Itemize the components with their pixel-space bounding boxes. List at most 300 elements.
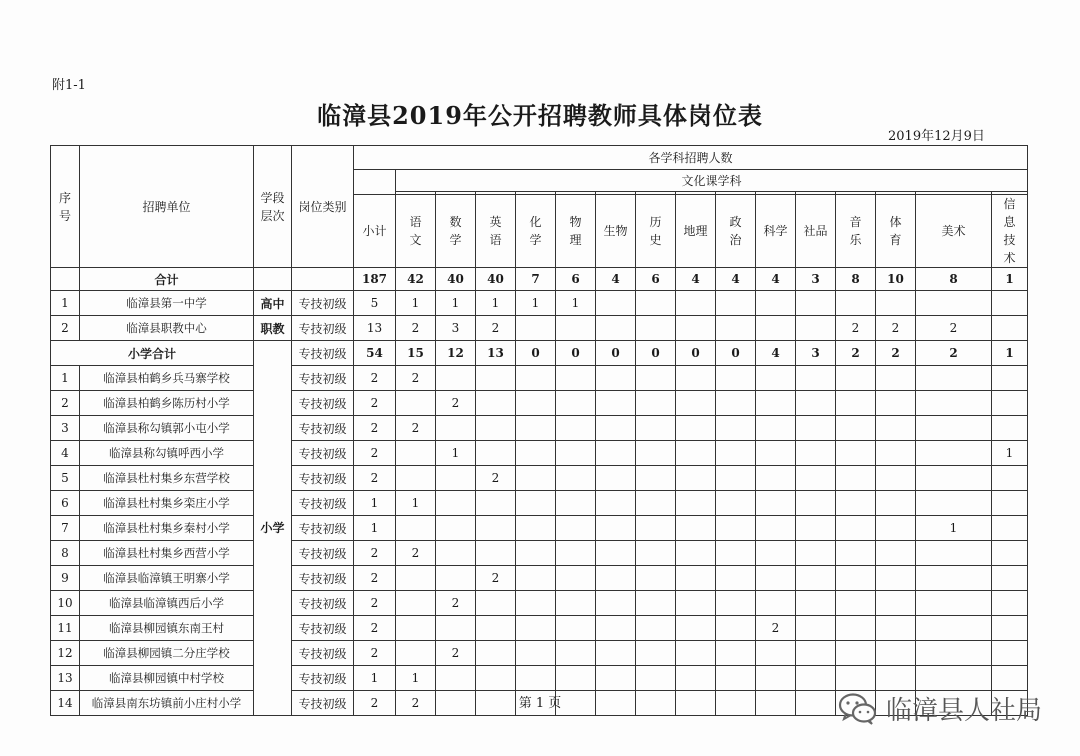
value-cell — [916, 441, 992, 466]
header-subject: 社品 — [796, 195, 836, 268]
value-cell — [876, 516, 916, 541]
value-cell — [756, 541, 796, 566]
table-row — [51, 666, 1028, 691]
unit-cell: 临漳县临漳镇王明寨小学 — [80, 566, 254, 591]
value-cell — [716, 616, 756, 641]
post-cell: 专技初级 — [292, 691, 354, 716]
value-cell — [756, 566, 796, 591]
value-cell — [436, 566, 476, 591]
value-cell — [596, 566, 636, 591]
value-cell — [756, 666, 796, 691]
unit-cell: 临漳县称勾镇呼西小学 — [80, 441, 254, 466]
value-cell — [756, 516, 796, 541]
unit-cell: 临漳县柏鹤乡兵马寨学校 — [80, 366, 254, 391]
value-cell — [476, 441, 516, 466]
unit-cell: 临漳县临漳镇西后小学 — [80, 591, 254, 616]
value-cell — [756, 391, 796, 416]
value-cell — [796, 466, 836, 491]
value-cell — [596, 316, 636, 341]
value-cell — [916, 616, 992, 641]
value-cell — [796, 366, 836, 391]
value-cell — [516, 641, 556, 666]
seq-cell: 7 — [51, 516, 80, 541]
post-cell: 专技初级 — [292, 341, 354, 366]
value-cell: 4 — [676, 268, 716, 291]
table-row — [51, 366, 1028, 391]
value-cell — [992, 391, 1028, 416]
total-label: 合计 — [80, 268, 254, 291]
value-cell — [516, 516, 556, 541]
value-cell — [796, 666, 836, 691]
table-row — [51, 466, 1028, 491]
unit-cell: 临漳县职教中心 — [80, 316, 254, 341]
value-cell — [876, 291, 916, 316]
value-cell — [836, 491, 876, 516]
value-cell — [716, 441, 756, 466]
value-cell: 2 — [396, 366, 436, 391]
value-cell: 5 — [354, 291, 396, 316]
value-cell — [836, 416, 876, 441]
value-cell — [596, 416, 636, 441]
seq-cell: 12 — [51, 641, 80, 666]
value-cell — [796, 541, 836, 566]
value-cell — [716, 316, 756, 341]
value-cell — [836, 616, 876, 641]
unit-cell: 临漳县称勾镇郭小屯小学 — [80, 416, 254, 441]
value-cell — [676, 366, 716, 391]
value-cell: 0 — [556, 341, 596, 366]
value-cell — [916, 466, 992, 491]
value-cell: 1 — [992, 268, 1028, 291]
table-row — [51, 441, 1028, 466]
seq-cell: 11 — [51, 616, 80, 641]
value-cell — [436, 516, 476, 541]
post-cell: 专技初级 — [292, 666, 354, 691]
value-cell — [516, 416, 556, 441]
level-cell — [254, 268, 292, 291]
value-cell — [676, 491, 716, 516]
post-cell: 专技初级 — [292, 491, 354, 516]
value-cell: 13 — [354, 316, 396, 341]
value-cell: 40 — [476, 268, 516, 291]
value-cell — [796, 316, 836, 341]
value-cell — [756, 291, 796, 316]
watermark — [838, 690, 1042, 727]
post-cell: 专技初级 — [292, 391, 354, 416]
value-cell — [836, 366, 876, 391]
value-cell — [716, 491, 756, 516]
post-cell — [292, 268, 354, 291]
value-cell — [876, 491, 916, 516]
value-cell — [836, 441, 876, 466]
value-cell — [516, 666, 556, 691]
header-subject: 地理 — [676, 195, 716, 268]
value-cell: 187 — [354, 268, 396, 291]
value-cell: 2 — [396, 691, 436, 716]
value-cell: 2 — [916, 316, 992, 341]
table-row — [51, 491, 1028, 516]
value-cell — [796, 616, 836, 641]
header-subject-group: 各学科招聘人数 — [354, 146, 1028, 170]
value-cell: 4 — [716, 268, 756, 291]
seq-cell: 13 — [51, 666, 80, 691]
value-cell — [476, 666, 516, 691]
value-cell: 1 — [436, 441, 476, 466]
value-cell: 1 — [354, 491, 396, 516]
value-cell — [716, 541, 756, 566]
value-cell: 2 — [354, 391, 396, 416]
value-cell — [556, 466, 596, 491]
value-cell — [916, 591, 992, 616]
unit-cell: 临漳县杜村集乡栾庄小学 — [80, 491, 254, 516]
header-subject: 数学 — [436, 195, 476, 268]
table-row — [51, 616, 1028, 641]
header-subject: 美术 — [916, 195, 992, 268]
value-cell: 0 — [636, 341, 676, 366]
value-cell: 2 — [396, 316, 436, 341]
table-row — [51, 391, 1028, 416]
value-cell: 2 — [436, 641, 476, 666]
value-cell — [716, 516, 756, 541]
value-cell: 2 — [354, 366, 396, 391]
value-cell — [436, 466, 476, 491]
value-cell — [556, 641, 596, 666]
post-cell: 专技初级 — [292, 516, 354, 541]
value-cell — [636, 666, 676, 691]
appendix-label: 附1-1 — [52, 78, 86, 93]
value-cell — [756, 366, 796, 391]
value-cell — [756, 591, 796, 616]
value-cell — [636, 366, 676, 391]
value-cell — [556, 416, 596, 441]
seq-cell: 2 — [51, 316, 80, 341]
header-subject: 信息技术 — [992, 195, 1028, 268]
seq-cell: 1 — [51, 366, 80, 391]
header-unit: 招聘单位 — [80, 146, 254, 268]
seq-cell: 6 — [51, 491, 80, 516]
value-cell — [716, 466, 756, 491]
value-cell — [836, 516, 876, 541]
value-cell: 54 — [354, 341, 396, 366]
value-cell: 3 — [796, 341, 836, 366]
value-cell: 2 — [436, 591, 476, 616]
value-cell — [992, 491, 1028, 516]
value-cell — [992, 416, 1028, 441]
value-cell — [836, 291, 876, 316]
document-date: 2019年12月9日 — [888, 129, 985, 144]
value-cell: 2 — [354, 566, 396, 591]
post-cell: 专技初级 — [292, 316, 354, 341]
header-subject: 音乐 — [836, 195, 876, 268]
positions-table — [50, 145, 1028, 716]
seq-cell: 14 — [51, 691, 80, 716]
value-cell — [796, 416, 836, 441]
header-subject: 化学 — [516, 195, 556, 268]
seq-cell: 2 — [51, 391, 80, 416]
seq-cell: 4 — [51, 441, 80, 466]
value-cell — [636, 616, 676, 641]
value-cell — [596, 391, 636, 416]
value-cell: 3 — [796, 268, 836, 291]
value-cell — [636, 466, 676, 491]
value-cell — [836, 641, 876, 666]
value-cell — [636, 516, 676, 541]
value-cell: 40 — [436, 268, 476, 291]
value-cell — [516, 491, 556, 516]
value-cell: 2 — [396, 416, 436, 441]
value-cell: 2 — [354, 541, 396, 566]
value-cell: 2 — [476, 316, 516, 341]
table-row — [51, 316, 1028, 341]
level-cell: 高中 — [254, 291, 292, 316]
level-cell: 职教 — [254, 316, 292, 341]
value-cell — [676, 541, 716, 566]
value-cell — [636, 566, 676, 591]
header-subject: 小计 — [354, 195, 396, 268]
value-cell — [992, 591, 1028, 616]
value-cell — [876, 616, 916, 641]
value-cell — [676, 516, 716, 541]
post-cell: 专技初级 — [292, 416, 354, 441]
value-cell — [876, 666, 916, 691]
value-cell: 2 — [354, 466, 396, 491]
value-cell — [836, 591, 876, 616]
value-cell: 2 — [354, 591, 396, 616]
value-cell: 1 — [916, 516, 992, 541]
value-cell — [992, 516, 1028, 541]
seq-cell: 3 — [51, 416, 80, 441]
header-level: 学段层次 — [254, 146, 292, 268]
value-cell — [476, 591, 516, 616]
header-subject: 物理 — [556, 195, 596, 268]
value-cell — [636, 391, 676, 416]
value-cell — [636, 316, 676, 341]
value-cell — [556, 541, 596, 566]
value-cell — [556, 516, 596, 541]
value-cell — [436, 366, 476, 391]
value-cell — [716, 416, 756, 441]
value-cell — [556, 441, 596, 466]
total-row — [51, 268, 1028, 291]
value-cell — [516, 466, 556, 491]
value-cell — [992, 366, 1028, 391]
value-cell: 2 — [354, 616, 396, 641]
value-cell — [636, 641, 676, 666]
value-cell — [676, 566, 716, 591]
value-cell: 2 — [756, 616, 796, 641]
value-cell — [476, 366, 516, 391]
value-cell — [476, 391, 516, 416]
value-cell — [992, 466, 1028, 491]
value-cell: 2 — [876, 341, 916, 366]
table-row — [51, 566, 1028, 591]
value-cell — [516, 566, 556, 591]
value-cell — [396, 591, 436, 616]
seq-cell: 1 — [51, 291, 80, 316]
value-cell — [556, 316, 596, 341]
value-cell — [676, 391, 716, 416]
unit-cell: 临漳县杜村集乡秦村小学 — [80, 516, 254, 541]
value-cell — [836, 666, 876, 691]
value-cell: 2 — [354, 416, 396, 441]
value-cell — [992, 566, 1028, 591]
value-cell — [676, 416, 716, 441]
value-cell: 7 — [516, 268, 556, 291]
value-cell: 10 — [876, 268, 916, 291]
unit-cell: 临漳县杜村集乡西营小学 — [80, 541, 254, 566]
header-culture-subjects: 文化课学科 — [396, 170, 1028, 192]
value-cell — [676, 441, 716, 466]
page-number: 第 1 页 — [518, 696, 562, 711]
value-cell — [876, 416, 916, 441]
value-cell — [992, 316, 1028, 341]
value-cell — [836, 566, 876, 591]
value-cell: 2 — [836, 341, 876, 366]
primary-total-label: 小学合计 — [51, 341, 254, 366]
value-cell — [476, 541, 516, 566]
table-row — [51, 291, 1028, 316]
value-cell — [636, 441, 676, 466]
value-cell — [796, 491, 836, 516]
value-cell: 4 — [596, 268, 636, 291]
value-cell — [556, 391, 596, 416]
value-cell — [436, 616, 476, 641]
value-cell — [992, 291, 1028, 316]
value-cell: 1 — [476, 291, 516, 316]
value-cell — [796, 516, 836, 541]
value-cell — [756, 441, 796, 466]
value-cell — [596, 516, 636, 541]
value-cell: 1 — [556, 291, 596, 316]
value-cell: 1 — [354, 516, 396, 541]
header-subject: 政治 — [716, 195, 756, 268]
seq-cell: 10 — [51, 591, 80, 616]
value-cell: 2 — [476, 566, 516, 591]
value-cell — [596, 616, 636, 641]
value-cell — [876, 441, 916, 466]
value-cell — [876, 391, 916, 416]
value-cell: 6 — [636, 268, 676, 291]
post-cell: 专技初级 — [292, 591, 354, 616]
value-cell: 42 — [396, 268, 436, 291]
value-cell: 2 — [354, 641, 396, 666]
value-cell — [516, 616, 556, 641]
value-cell: 1 — [516, 291, 556, 316]
value-cell: 8 — [916, 268, 992, 291]
unit-cell: 临漳县柳园镇东南王村 — [80, 616, 254, 641]
value-cell — [396, 391, 436, 416]
value-cell — [436, 416, 476, 441]
value-cell — [396, 516, 436, 541]
value-cell: 2 — [436, 391, 476, 416]
unit-cell: 临漳县柏鹤乡陈历村小学 — [80, 391, 254, 416]
post-cell: 专技初级 — [292, 566, 354, 591]
wechat-icon — [838, 692, 878, 726]
value-cell: 1 — [992, 341, 1028, 366]
value-cell — [876, 566, 916, 591]
header-subject: 语文 — [396, 195, 436, 268]
seq-cell — [51, 268, 80, 291]
value-cell: 1 — [354, 666, 396, 691]
value-cell: 2 — [354, 691, 396, 716]
value-cell — [676, 291, 716, 316]
unit-cell: 临漳县柳园镇二分庄学校 — [80, 641, 254, 666]
value-cell — [676, 666, 716, 691]
value-cell — [596, 541, 636, 566]
value-cell — [836, 391, 876, 416]
value-cell — [476, 641, 516, 666]
value-cell — [596, 466, 636, 491]
value-cell — [756, 641, 796, 666]
value-cell — [916, 541, 992, 566]
value-cell — [756, 491, 796, 516]
value-cell — [916, 566, 992, 591]
value-cell — [916, 666, 992, 691]
value-cell — [596, 666, 636, 691]
value-cell — [716, 291, 756, 316]
value-cell — [596, 366, 636, 391]
value-cell — [636, 591, 676, 616]
value-cell — [796, 591, 836, 616]
value-cell: 4 — [756, 341, 796, 366]
value-cell — [836, 466, 876, 491]
value-cell — [596, 491, 636, 516]
value-cell: 0 — [596, 341, 636, 366]
value-cell — [916, 391, 992, 416]
value-cell: 2 — [876, 316, 916, 341]
value-cell — [476, 416, 516, 441]
value-cell: 2 — [836, 316, 876, 341]
value-cell — [556, 491, 596, 516]
value-cell — [992, 666, 1028, 691]
value-cell: 15 — [396, 341, 436, 366]
value-cell — [876, 641, 916, 666]
value-cell — [836, 541, 876, 566]
unit-cell: 临漳县杜村集乡东营学校 — [80, 466, 254, 491]
primary-total-row — [51, 341, 1028, 366]
value-cell: 6 — [556, 268, 596, 291]
value-cell — [596, 641, 636, 666]
value-cell — [476, 616, 516, 641]
unit-cell: 临漳县柳园镇中村学校 — [80, 666, 254, 691]
table-row — [51, 516, 1028, 541]
value-cell — [476, 491, 516, 516]
value-cell: 13 — [476, 341, 516, 366]
value-cell — [516, 541, 556, 566]
value-cell: 2 — [396, 541, 436, 566]
value-cell — [396, 616, 436, 641]
value-cell — [796, 291, 836, 316]
unit-cell: 临漳县第一中学 — [80, 291, 254, 316]
seq-cell: 8 — [51, 541, 80, 566]
value-cell — [476, 516, 516, 541]
header-subject: 英语 — [476, 195, 516, 268]
header-subject: 历史 — [636, 195, 676, 268]
value-cell — [716, 666, 756, 691]
value-cell: 12 — [436, 341, 476, 366]
value-cell — [556, 616, 596, 641]
value-cell — [916, 641, 992, 666]
seq-cell: 5 — [51, 466, 80, 491]
value-cell — [876, 591, 916, 616]
value-cell — [716, 591, 756, 616]
table-row — [51, 541, 1028, 566]
level-cell: 小学 — [254, 341, 292, 716]
value-cell — [516, 441, 556, 466]
value-cell — [992, 541, 1028, 566]
table-row — [51, 641, 1028, 666]
value-cell: 8 — [836, 268, 876, 291]
